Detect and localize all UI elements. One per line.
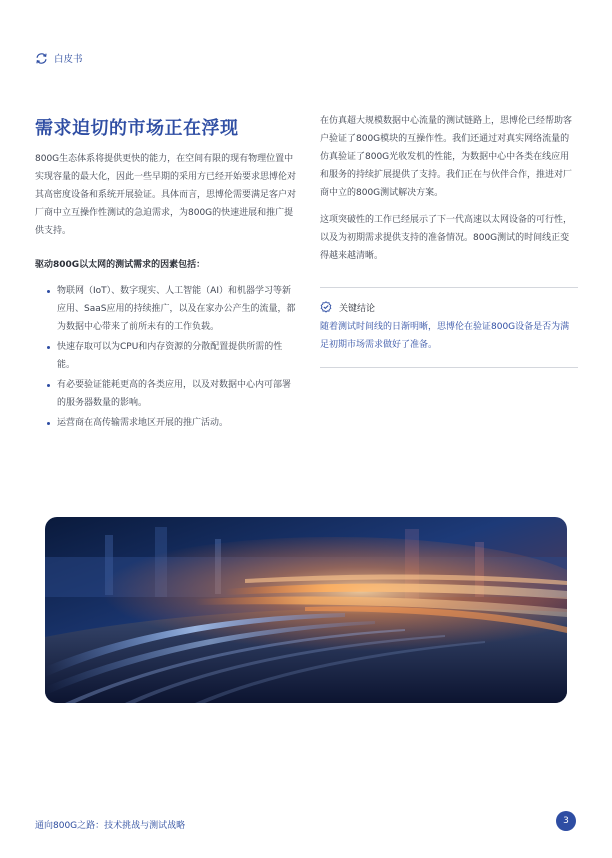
right-column: [320, 112, 578, 368]
bullet-dot-icon: [47, 290, 50, 293]
badge-check-icon: [320, 301, 332, 313]
validation-paragraph: 在仿真超大规模数据中心流量的测试链路上，思博伦已经帮助客户验证了800G模块的互操作性。我们还通过对真实网络流量的仿真验证了800G光收发机的性能，为数据中心中各类在线应用和服务的持续扩展提供了支持。我们正在与伙伴合作，推进对厂商中立的800G测试解决方案。: [320, 116, 573, 198]
breakthrough-paragraph: 这项突破性的工作已经展示了下一代高速以太网设备的可行性，以及为初期需求提供支持的准备情况。800G测试的时间线正变得越来越清晰。: [320, 215, 573, 261]
key-conclusion: [320, 298, 578, 354]
key-conclusion-header: [320, 298, 578, 316]
bullet-dot-icon: [47, 384, 50, 387]
list-item-text: 物联网（IoT）、数字现实、人工智能（AI）和机器学习等新应用、SaaS应用的持续推广，以及在家办公产生的流量，都为数据中心带来了前所未有的工作负载。: [57, 286, 296, 332]
bullet-dot-icon: [47, 422, 50, 425]
list-item: [35, 338, 297, 374]
list-item-text: 有必要验证能耗更高的各类应用，以及对数据中心内可部署的服务器数量的影响。: [57, 380, 292, 408]
light-trails-photo: [45, 517, 567, 703]
page-number-badge: 3: [556, 811, 576, 831]
footer-title: 通向800G之路：技术挑战与测试战略: [35, 821, 186, 831]
bullet-dot-icon: [47, 346, 50, 349]
intro-paragraph: 800G生态体系将提供更快的能力，在空间有限的现有物理位置中实现容量的最大化，因此一些早期的采用方已经开始要求思博伦对其高密度设备和系统开展验证。具体而言，思博伦需要满足客户对厂商中立互操作性测试的急迫需求，为800G的快速进展和推广提供支持。: [35, 154, 297, 236]
left-column: [35, 150, 297, 434]
key-conclusion-title: 关键结论: [339, 303, 376, 314]
list-item-text: 运营商在高传输需求地区开展的推广活动。: [57, 418, 229, 428]
list-item-text: 快速存取可以为CPU和内存资源的分散配置提供所需的性能。: [57, 342, 283, 370]
drivers-list: [35, 282, 297, 432]
divider: [320, 287, 578, 288]
refresh-cycle-icon: [35, 52, 48, 65]
header-label: 白皮书: [54, 54, 83, 65]
drivers-subheading: 驱动800G以太网的测试需求的因素包括：: [35, 260, 206, 270]
divider: [320, 367, 578, 368]
header: [35, 50, 83, 66]
list-item: [35, 414, 297, 432]
key-conclusion-text: 随着测试时间线的日渐明晰，思博伦在验证800G设备是否为满足初期市场需求做好了准备。: [320, 322, 570, 350]
list-item: [35, 282, 297, 336]
list-item: [35, 376, 297, 412]
page-title: 需求迫切的市场正在浮现: [35, 118, 239, 139]
